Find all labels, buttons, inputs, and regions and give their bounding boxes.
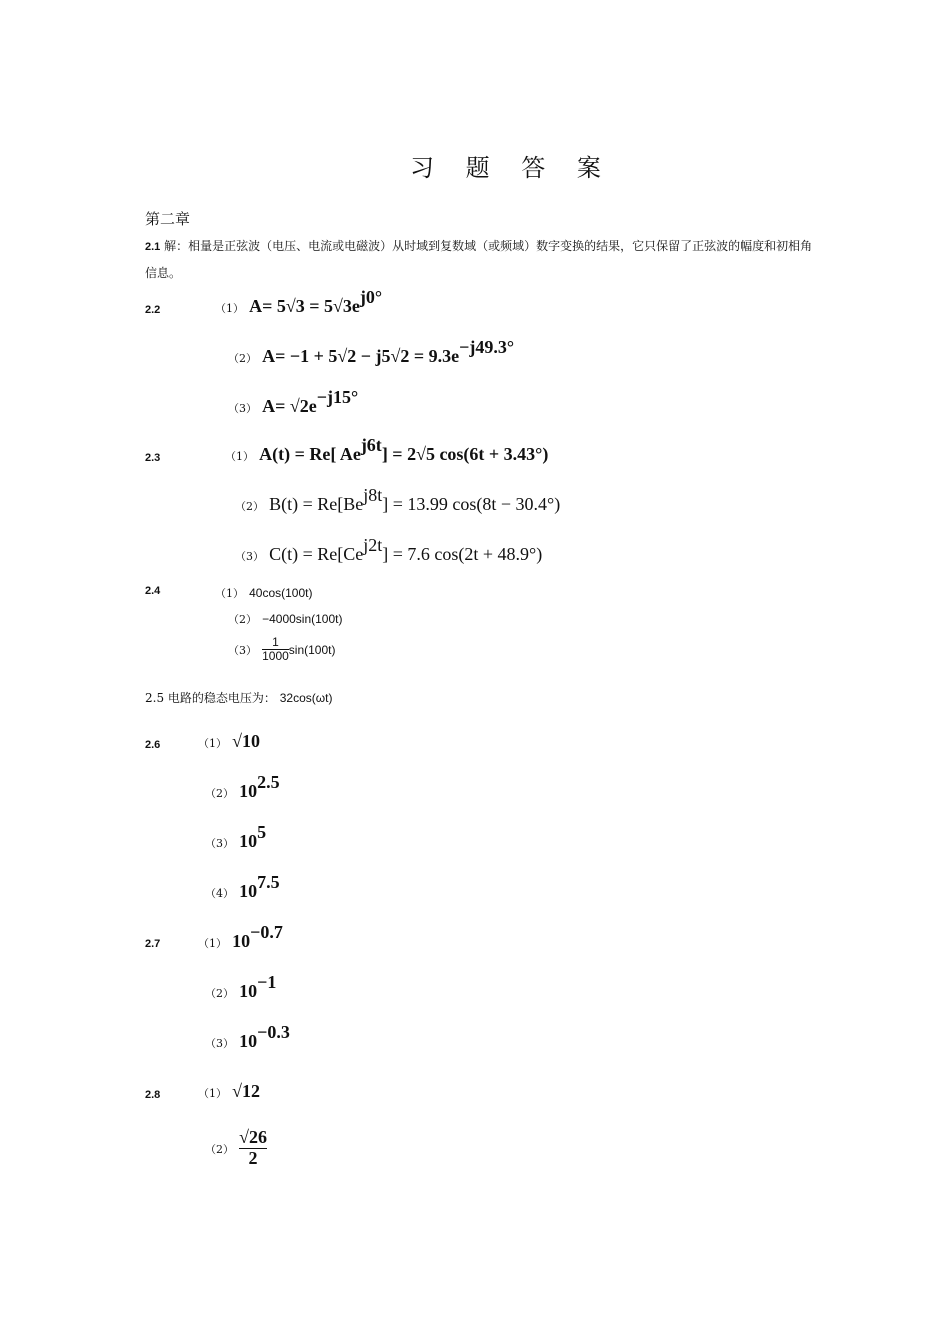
item-label: （4）: [205, 887, 234, 900]
math-exponent: j0°: [359, 287, 383, 307]
math-expression: A= √2e: [262, 396, 317, 416]
item-label: （2）: [235, 500, 264, 513]
item-label: （2）: [228, 352, 257, 365]
math-exponent: 5: [257, 822, 267, 842]
math-expression: −4000sin(100t): [262, 612, 343, 626]
fraction: [239, 1128, 267, 1169]
item-label: （2）: [205, 1142, 234, 1156]
math-expression: B(t) = Re[Be: [269, 494, 364, 514]
answer-2-2-3: [228, 387, 359, 417]
math-exponent: j2t: [363, 535, 383, 555]
answer-text: 2.5 电路的稳态电压为：: [145, 691, 276, 705]
item-label: （3）: [228, 644, 257, 658]
answer-2-2-2: [228, 337, 515, 367]
answer-2-3-2: [235, 485, 561, 515]
item-label: （3）: [228, 402, 257, 415]
answer-2-4-1: [215, 582, 312, 601]
math-expression: A= 5√3 = 5√3e: [249, 296, 360, 316]
answer-2-7-3: [205, 1022, 290, 1052]
item-label: （3）: [205, 837, 234, 850]
item-label: （2）: [228, 613, 257, 626]
answer-2-3-1: [225, 435, 549, 465]
math-exponent: −0.3: [257, 1022, 290, 1042]
answer-2-1: [145, 233, 815, 286]
item-label: （1）: [215, 587, 244, 600]
fraction-numerator: 1: [272, 635, 279, 649]
answer-2-6-3: [205, 822, 267, 852]
answer-2-4-3: [228, 636, 335, 663]
math-expression-tail: ] = 2√5 cos(6t + 3.43°): [381, 444, 549, 464]
item-label: （2）: [205, 787, 234, 800]
fraction-denominator: 2: [239, 1148, 267, 1169]
item-label: （3）: [235, 550, 264, 563]
item-label: （1）: [198, 737, 227, 750]
math-exponent: −j15°: [316, 387, 359, 407]
answer-2-6-4: [205, 872, 280, 902]
answer-2-3-3: [235, 535, 543, 565]
item-label: （2）: [205, 987, 234, 1000]
answer-2-4-2: [228, 608, 342, 627]
item-label: （1）: [215, 302, 244, 315]
fraction: [262, 636, 289, 663]
math-exponent: −j49.3°: [459, 337, 515, 357]
item-label: （1）: [198, 937, 227, 950]
math-expression: 10: [239, 881, 258, 901]
answer-2-6-1: [198, 731, 260, 752]
math-expression-tail: ] = 7.6 cos(2t + 48.9°): [382, 544, 543, 564]
math-exponent: 2.5: [257, 772, 280, 792]
fraction-denominator: 1000: [262, 649, 289, 664]
item-label: （3）: [205, 1037, 234, 1050]
math-exponent: j6t: [360, 435, 382, 455]
item-label: （1）: [225, 450, 254, 463]
answer-2-7-2: [205, 972, 277, 1002]
question-number-2-3: 2.3: [145, 452, 161, 464]
question-number-2-6: 2.6: [145, 739, 161, 751]
math-expression-tail: ] = 13.99 cos(8t − 30.4°): [382, 494, 561, 514]
math-exponent: −1: [257, 972, 277, 992]
answer-2-6-2: [205, 772, 280, 802]
page-title: 习 题 答 案: [410, 154, 613, 182]
question-number-2-8: 2.8: [145, 1089, 161, 1101]
math-expression: √10: [232, 731, 260, 751]
math-expression: sin(100t): [288, 643, 336, 658]
question-number-2-2: 2.2: [145, 304, 161, 316]
question-number-2-4: 2.4: [145, 585, 161, 597]
math-expression: C(t) = Re[Ce: [269, 544, 364, 564]
math-expression: 10: [239, 781, 258, 801]
math-exponent: −0.7: [250, 922, 283, 942]
question-number: 2.1: [145, 241, 161, 253]
answer-2-8-2: [205, 1128, 267, 1169]
math-expression: A= −1 + 5√2 − j5√2 = 9.3e: [262, 346, 460, 366]
math-expression: 40cos(100t): [249, 586, 313, 600]
math-expression: 32cos(ωt): [279, 691, 333, 705]
math-expression: A(t) = Re[ Ae: [259, 444, 361, 464]
answer-2-2-1: [215, 287, 383, 317]
answer-2-5: [145, 689, 332, 706]
question-number-2-7: 2.7: [145, 938, 161, 950]
math-expression: 10: [239, 1031, 258, 1051]
math-expression: 10: [239, 831, 258, 851]
math-exponent: j8t: [363, 485, 383, 505]
math-expression: 10: [232, 931, 251, 951]
item-label: （1）: [198, 1087, 227, 1100]
math-exponent: 7.5: [257, 872, 280, 892]
answer-text: 解：相量是正弦波（电压、电流或电磁波）从时域到复数域（或频域）数字变换的结果，它只保留了正弦波的幅度和初相角信息。: [145, 239, 813, 280]
answer-2-8-1: [198, 1081, 260, 1102]
fraction-numerator: √26: [239, 1127, 267, 1147]
math-expression: √12: [232, 1081, 260, 1101]
math-expression: 10: [239, 981, 258, 1001]
answer-2-7-1: [198, 922, 283, 952]
chapter-heading: 第二章: [145, 210, 191, 228]
